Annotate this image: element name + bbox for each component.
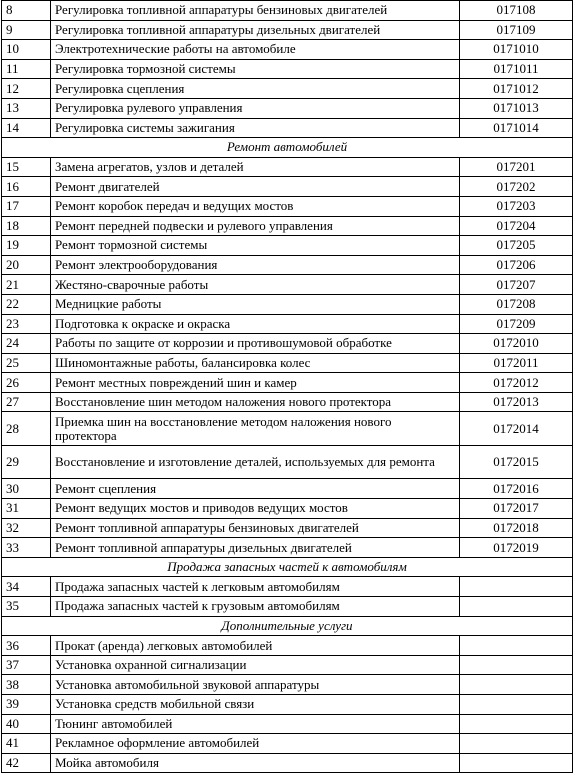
row-number-cell: 21 [2, 275, 51, 295]
row-number-cell: 32 [2, 518, 51, 538]
row-number-cell: 19 [2, 236, 51, 256]
table-row [2, 518, 573, 538]
service-code-cell: 0171012 [460, 79, 573, 99]
row-number-cell: 36 [2, 636, 51, 656]
row-number-cell: 41 [2, 734, 51, 754]
service-name-cell: Работы по защите от коррозии и противошумовой обработке [51, 334, 460, 354]
table-row [2, 334, 573, 354]
row-number-cell: 25 [2, 353, 51, 373]
table-row [2, 20, 573, 40]
service-name-cell: Замена агрегатов, узлов и деталей [51, 157, 460, 177]
service-name-cell: Электротехнические работы на автомобиле [51, 40, 460, 60]
service-name-cell: Медницкие работы [51, 294, 460, 314]
row-number-cell: 9 [2, 20, 51, 40]
service-name-cell: Ремонт тормозной системы [51, 236, 460, 256]
service-code-cell [460, 734, 573, 754]
row-number-cell: 35 [2, 597, 51, 617]
row-number-cell: 40 [2, 714, 51, 734]
row-number-cell: 30 [2, 479, 51, 499]
service-code-cell: 0171010 [460, 40, 573, 60]
service-name-cell: Ремонт сцепления [51, 479, 460, 499]
service-name-cell: Ремонт ведущих мостов и приводов ведущих мостов [51, 499, 460, 519]
service-code-cell: 017108 [460, 1, 573, 21]
table-row [2, 177, 573, 197]
service-code-cell [460, 597, 573, 617]
table-row [2, 294, 573, 314]
service-code-cell: 017109 [460, 20, 573, 40]
row-number-cell: 22 [2, 294, 51, 314]
table-row [2, 714, 573, 734]
table-row [2, 216, 573, 236]
service-name-cell: Установка средств мобильной связи [51, 695, 460, 715]
row-number-cell: 16 [2, 177, 51, 197]
table-row [2, 392, 573, 412]
service-name-cell: Регулировка сцепления [51, 79, 460, 99]
row-number-cell: 37 [2, 655, 51, 675]
service-name-cell: Тюнинг автомобилей [51, 714, 460, 734]
table-row [2, 98, 573, 118]
section-header-row [2, 616, 573, 636]
row-number-cell: 8 [2, 1, 51, 21]
row-number-cell: 33 [2, 538, 51, 558]
table-row [2, 538, 573, 558]
service-name-cell: Рекламное оформление автомобилей [51, 734, 460, 754]
service-name-cell: Жестяно-сварочные работы [51, 275, 460, 295]
service-name-cell: Установка автомобильной звуковой аппаратуры [51, 675, 460, 695]
table-row [2, 577, 573, 597]
service-code-cell [460, 636, 573, 656]
table-row [2, 636, 573, 656]
service-code-cell [460, 655, 573, 675]
service-name-cell: Приемка шин на восстановление методом наложения нового протектора [51, 412, 460, 446]
service-name-cell: Регулировка тормозной системы [51, 59, 460, 79]
row-number-cell: 14 [2, 118, 51, 138]
table-row [2, 275, 573, 295]
service-code-cell: 0171011 [460, 59, 573, 79]
section-title: Ремонт автомобилей [2, 138, 573, 158]
service-code-cell [460, 577, 573, 597]
services-table [1, 0, 573, 773]
table-row [2, 445, 573, 479]
service-code-cell: 017206 [460, 255, 573, 275]
services-table-body [2, 1, 573, 773]
service-name-cell: Регулировка системы зажигания [51, 118, 460, 138]
service-name-cell: Восстановление и изготовление деталей, используемых для ремонта [51, 445, 460, 479]
table-row [2, 695, 573, 715]
section-header-row [2, 557, 573, 577]
table-row [2, 157, 573, 177]
row-number-cell: 24 [2, 334, 51, 354]
service-code-cell: 017204 [460, 216, 573, 236]
table-row [2, 236, 573, 256]
service-name-cell: Ремонт коробок передач и ведущих мостов [51, 196, 460, 216]
table-row [2, 655, 573, 675]
table-row [2, 196, 573, 216]
service-name-cell: Прокат (аренда) легковых автомобилей [51, 636, 460, 656]
service-code-cell: 017203 [460, 196, 573, 216]
row-number-cell: 31 [2, 499, 51, 519]
service-code-cell: 0172016 [460, 479, 573, 499]
row-number-cell: 26 [2, 373, 51, 393]
service-name-cell: Ремонт двигателей [51, 177, 460, 197]
section-title: Продажа запасных частей к автомобилям [2, 557, 573, 577]
service-name-cell: Ремонт электрооборудования [51, 255, 460, 275]
service-name-cell: Ремонт топливной аппаратуры дизельных двигателей [51, 538, 460, 558]
row-number-cell: 39 [2, 695, 51, 715]
service-name-cell: Продажа запасных частей к легковым автомобилям [51, 577, 460, 597]
service-code-cell: 0172013 [460, 392, 573, 412]
table-row [2, 40, 573, 60]
service-code-cell: 0172019 [460, 538, 573, 558]
service-name-cell: Ремонт передней подвески и рулевого управления [51, 216, 460, 236]
service-code-cell [460, 714, 573, 734]
row-number-cell: 12 [2, 79, 51, 99]
service-code-cell: 017209 [460, 314, 573, 334]
service-name-cell: Регулировка топливной аппаратуры бензиновых двигателей [51, 1, 460, 21]
service-name-cell: Восстановление шин методом наложения нового протектора [51, 392, 460, 412]
service-code-cell: 0171014 [460, 118, 573, 138]
row-number-cell: 28 [2, 412, 51, 446]
service-code-cell: 0172011 [460, 353, 573, 373]
service-name-cell: Мойка автомобиля [51, 753, 460, 773]
row-number-cell: 23 [2, 314, 51, 334]
table-row [2, 353, 573, 373]
service-name-cell: Шиномонтажные работы, балансировка колес [51, 353, 460, 373]
service-code-cell: 0172017 [460, 499, 573, 519]
row-number-cell: 29 [2, 445, 51, 479]
service-code-cell: 0172015 [460, 445, 573, 479]
row-number-cell: 38 [2, 675, 51, 695]
row-number-cell: 20 [2, 255, 51, 275]
row-number-cell: 42 [2, 753, 51, 773]
service-code-cell [460, 695, 573, 715]
table-row [2, 675, 573, 695]
row-number-cell: 13 [2, 98, 51, 118]
row-number-cell: 27 [2, 392, 51, 412]
table-row [2, 734, 573, 754]
row-number-cell: 34 [2, 577, 51, 597]
service-name-cell: Продажа запасных частей к грузовым автомобилям [51, 597, 460, 617]
section-title: Дополнительные услуги [2, 616, 573, 636]
table-row [2, 373, 573, 393]
service-code-cell: 017201 [460, 157, 573, 177]
row-number-cell: 10 [2, 40, 51, 60]
table-row [2, 412, 573, 446]
service-code-cell [460, 753, 573, 773]
service-code-cell: 0172010 [460, 334, 573, 354]
table-row [2, 314, 573, 334]
row-number-cell: 11 [2, 59, 51, 79]
row-number-cell: 17 [2, 196, 51, 216]
service-code-cell: 017202 [460, 177, 573, 197]
section-header-row [2, 138, 573, 158]
row-number-cell: 18 [2, 216, 51, 236]
row-number-cell: 15 [2, 157, 51, 177]
service-name-cell: Регулировка топливной аппаратуры дизельных двигателей [51, 20, 460, 40]
table-row [2, 597, 573, 617]
service-name-cell: Ремонт местных повреждений шин и камер [51, 373, 460, 393]
table-row [2, 499, 573, 519]
service-code-cell: 0172012 [460, 373, 573, 393]
service-code-cell: 0172018 [460, 518, 573, 538]
table-row [2, 753, 573, 773]
service-name-cell: Установка охранной сигнализации [51, 655, 460, 675]
table-row [2, 59, 573, 79]
service-code-cell [460, 675, 573, 695]
table-row [2, 1, 573, 21]
table-row [2, 118, 573, 138]
service-code-cell: 0171013 [460, 98, 573, 118]
table-row [2, 79, 573, 99]
table-row [2, 255, 573, 275]
service-code-cell: 017205 [460, 236, 573, 256]
service-code-cell: 017207 [460, 275, 573, 295]
service-name-cell: Ремонт топливной аппаратуры бензиновых двигателей [51, 518, 460, 538]
service-name-cell: Регулировка рулевого управления [51, 98, 460, 118]
service-code-cell: 017208 [460, 294, 573, 314]
service-name-cell: Подготовка к окраске и окраска [51, 314, 460, 334]
service-code-cell: 0172014 [460, 412, 573, 446]
table-row [2, 479, 573, 499]
